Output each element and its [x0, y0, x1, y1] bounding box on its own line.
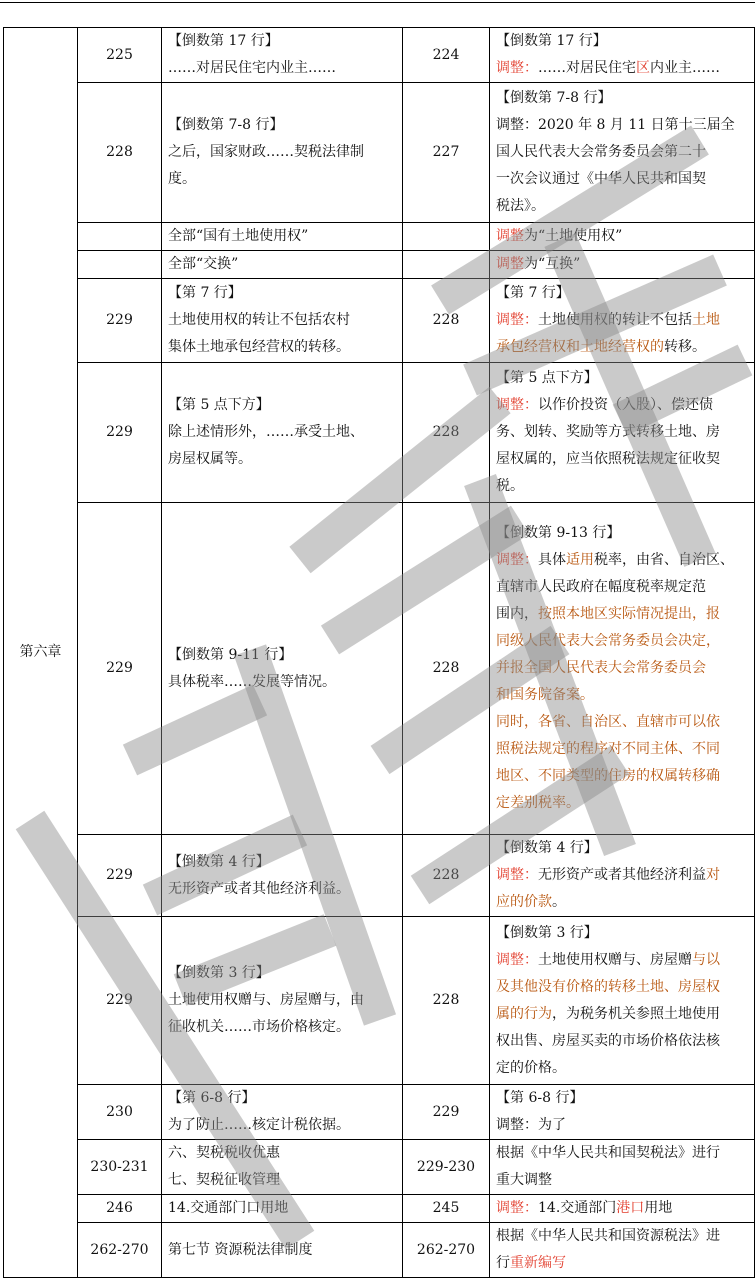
text-segment: 转移。	[664, 339, 706, 355]
new-page-cell: 228	[403, 363, 490, 503]
new-text-line	[496, 1167, 748, 1194]
new-text-cell	[490, 503, 755, 835]
old-text-line: 无形资产或者其他经济利益。	[168, 880, 350, 897]
old-page-cell: 229	[78, 917, 162, 1085]
old-page-cell: 229	[78, 503, 162, 835]
errata-body	[4, 28, 755, 1278]
highlighted-text: 对	[706, 867, 720, 883]
new-page-cell: 229	[403, 1085, 490, 1140]
text-segment: 。	[552, 894, 566, 910]
new-text-line	[496, 1195, 748, 1222]
text-segment: ，为税务机关参照土地使用	[552, 1005, 720, 1022]
text-segment: 根据《中华人民共和国契税法》进行	[496, 1145, 720, 1161]
highlighted-text: 调整：	[496, 1200, 538, 1216]
new-page-cell: 227	[403, 83, 490, 223]
old-page-cell: 229	[78, 835, 162, 917]
highlighted-text: 按照本地区实际情况提出，报	[538, 606, 720, 622]
new-text-line	[496, 419, 748, 446]
old-text-line: 【倒数第 9-11 行】	[168, 646, 293, 663]
text-segment: 土地使用权的转让不包括	[538, 312, 692, 328]
old-text-cell	[162, 28, 403, 83]
old-text-line: 14.交通部门口用地	[168, 1200, 289, 1216]
old-page-cell	[78, 223, 162, 251]
table-row	[4, 251, 755, 279]
text-segment: 税率，由省、自治区、	[594, 552, 734, 568]
new-page-cell	[403, 251, 490, 279]
old-text-line: 【第 6-8 行】	[168, 1090, 256, 1106]
highlighted-text: 承包经营权和土地经营权的	[496, 339, 664, 355]
new-text-line	[496, 1001, 748, 1028]
text-segment: 14.交通部门	[538, 1200, 617, 1216]
new-text-line	[496, 601, 748, 628]
new-text-cell	[490, 1223, 755, 1278]
text-segment: 土地使用权赠与、房屋赠	[538, 951, 692, 968]
new-text-line	[496, 392, 748, 419]
highlighted-text: 调整：	[496, 951, 538, 968]
old-text-line: 六、契税税收优惠	[168, 1145, 280, 1161]
new-text-line	[496, 28, 748, 55]
highlighted-text: 重新编写	[510, 1255, 566, 1271]
highlighted-text: 调整：	[496, 397, 538, 413]
new-text-line	[496, 280, 748, 307]
old-text-cell	[162, 1140, 403, 1195]
new-text-line	[496, 251, 748, 278]
highlighted-text: 照税法规定的程序对不同主体、不同	[496, 741, 720, 757]
new-text-line	[496, 55, 748, 82]
text-segment: 无形资产或者其他经济利益	[538, 867, 706, 883]
old-text-line: 【倒数第 4 行】	[168, 853, 270, 870]
highlighted-text: 定差别税率。	[496, 795, 580, 811]
highlighted-text: 应的价款	[496, 894, 552, 910]
new-text-line	[496, 166, 748, 193]
text-segment: 【倒数第 17 行】	[496, 33, 607, 49]
table-row	[4, 1223, 755, 1278]
text-segment: 根据《中华人民共和国资源税法》进	[496, 1228, 720, 1244]
old-text-line: 房屋权属等。	[168, 451, 252, 467]
text-segment: 国人民代表大会常务委员会第二十	[496, 144, 706, 160]
new-text-line	[496, 85, 748, 112]
new-text-line	[496, 112, 748, 139]
highlighted-text: 地区、不同类型的住房的权属转移确	[496, 768, 720, 784]
text-segment: 【倒数第 9-13 行】	[496, 525, 621, 541]
new-text-line	[496, 1055, 748, 1082]
highlighted-text: 调整：	[496, 60, 538, 76]
text-segment: 屋权属的，应当依照税法规定征收契	[496, 451, 720, 467]
text-segment: 为“土地使用权”	[524, 228, 623, 244]
text-segment: 【第 6-8 行】	[496, 1090, 584, 1106]
old-page-cell: 228	[78, 83, 162, 223]
text-segment: 【倒数第 7-8 行】	[496, 90, 612, 106]
text-segment: 为“互换”	[524, 256, 581, 272]
new-text-line	[496, 547, 748, 574]
text-segment: 【倒数第 3 行】	[496, 924, 598, 941]
new-text-line	[496, 920, 748, 947]
highlighted-text: 同时，各省、自治区、直辖市可以依	[496, 714, 720, 730]
new-text-cell	[490, 28, 755, 83]
text-segment: 具体	[538, 552, 566, 568]
new-text-cell	[490, 251, 755, 279]
old-text-line: 【倒数第 3 行】	[168, 965, 270, 981]
text-segment: 务、划转、奖励等方式转移土地、房	[496, 424, 720, 440]
text-segment: 税法》。	[496, 198, 545, 214]
new-text-line	[496, 520, 748, 547]
old-text-cell	[162, 917, 403, 1085]
new-text-cell	[490, 835, 755, 917]
old-text-line: 除上述情形外，……承受土地、	[168, 424, 364, 440]
table-row	[4, 1195, 755, 1223]
highlighted-text: 并报全国人民代表大会常务委员会	[496, 660, 706, 676]
new-text-line	[496, 655, 748, 682]
old-text-line: 之后，国家财政……契税法律制	[168, 144, 364, 160]
table-row	[4, 279, 755, 363]
old-text-line: 【第 5 点下方】	[168, 397, 270, 413]
text-segment: 直辖市人民政府在幅度税率规定范	[496, 579, 706, 595]
new-page-cell: 228	[403, 279, 490, 363]
text-segment: 内业主……	[650, 60, 720, 76]
text-segment: 以作价投资（入股）、偿还债	[538, 397, 713, 413]
new-text-line	[496, 223, 748, 250]
highlighted-text: 调整：	[496, 552, 538, 568]
new-text-line	[496, 473, 748, 500]
old-text-line: 【倒数第 7-8 行】	[168, 117, 284, 133]
new-text-cell	[490, 363, 755, 503]
old-text-line: 集体土地承包经营权的转移。	[168, 339, 350, 355]
old-page-cell	[78, 251, 162, 279]
new-text-line	[496, 1112, 748, 1139]
old-text-cell	[162, 503, 403, 835]
new-text-line	[496, 1028, 748, 1055]
new-page-cell: 228	[403, 503, 490, 835]
table-row	[4, 28, 755, 83]
old-text-cell	[162, 251, 403, 279]
highlighted-text: 调整：	[496, 312, 538, 328]
table-row	[4, 835, 755, 917]
text-segment: 围内，	[496, 606, 538, 622]
old-text-line: 第七节 资源税法律制度	[168, 1241, 313, 1258]
table-row	[4, 917, 755, 1085]
old-text-line: 全部“国有土地使用权”	[168, 228, 309, 244]
old-page-cell: 246	[78, 1195, 162, 1223]
new-text-cell	[490, 83, 755, 223]
new-text-line	[496, 835, 748, 862]
new-page-cell: 245	[403, 1195, 490, 1223]
new-text-cell	[490, 1140, 755, 1195]
old-text-cell	[162, 835, 403, 917]
highlighted-text: 港口	[616, 1200, 645, 1216]
table-row	[4, 363, 755, 503]
text-segment: ……对居民住宅	[538, 60, 636, 76]
highlighted-text: 调整	[496, 228, 524, 244]
highlighted-text: 土地	[692, 312, 720, 328]
new-text-line	[496, 446, 748, 473]
old-page-cell: 230-231	[78, 1140, 162, 1195]
new-text-line	[496, 334, 748, 361]
new-text-line	[496, 139, 748, 166]
old-text-line: 度。	[168, 171, 196, 187]
old-text-line: 【倒数第 17 行】	[168, 33, 279, 49]
new-text-line	[496, 790, 748, 817]
new-text-line	[496, 628, 748, 655]
new-text-cell	[490, 1195, 755, 1223]
new-text-line	[496, 1250, 748, 1277]
text-segment: 行	[496, 1255, 510, 1271]
new-text-line	[496, 682, 748, 709]
old-text-cell	[162, 83, 403, 223]
text-segment: 税。	[496, 478, 524, 494]
new-text-cell	[490, 917, 755, 1085]
text-segment: 一次会议通过《中华人民共和国契	[496, 171, 706, 187]
header-rule	[0, 2, 755, 3]
table-row	[4, 1085, 755, 1140]
old-text-line: 土地使用权的转让不包括农村	[168, 312, 350, 328]
old-text-line: 征收机关……市场价格核定。	[168, 1019, 350, 1035]
new-text-line	[496, 889, 748, 916]
old-text-line: 具体税率……发展等情况。	[168, 673, 336, 690]
old-text-cell	[162, 1195, 403, 1223]
old-text-line: ……对居民住宅内业主……	[168, 60, 336, 76]
highlighted-text: 与以	[692, 951, 720, 968]
text-segment: 【倒数第 4 行】	[496, 840, 598, 856]
new-page-cell	[403, 223, 490, 251]
new-text-line	[496, 763, 748, 790]
new-text-line	[496, 947, 748, 974]
new-text-line	[496, 709, 748, 736]
old-text-cell	[162, 1085, 403, 1140]
new-page-cell: 262-270	[403, 1223, 490, 1278]
old-page-cell: 230	[78, 1085, 162, 1140]
text-segment: 用地	[644, 1200, 673, 1216]
table-row	[4, 83, 755, 223]
old-page-cell: 229	[78, 363, 162, 503]
new-page-cell: 228	[403, 835, 490, 917]
text-segment: 重大调整	[496, 1172, 552, 1188]
text-segment: 【第 7 行】	[496, 285, 570, 301]
new-text-line	[496, 862, 748, 889]
old-page-cell: 225	[78, 28, 162, 83]
old-text-cell	[162, 363, 403, 503]
old-text-line: 为了防止……核定计税依据。	[168, 1117, 350, 1133]
new-page-cell: 229-230	[403, 1140, 490, 1195]
highlighted-text: 和国务院备案。	[496, 687, 594, 703]
new-text-cell	[490, 1085, 755, 1140]
text-segment: 调整：为了	[496, 1117, 566, 1133]
new-text-line	[496, 1085, 748, 1112]
highlighted-text: 属的行为	[496, 1005, 552, 1022]
text-segment: 【第 5 点下方】	[496, 370, 598, 386]
new-text-line	[496, 307, 748, 334]
old-text-cell	[162, 223, 403, 251]
text-segment: 调整：2020 年 8 月 11 日第十三届全	[496, 117, 735, 133]
highlighted-text: 区	[636, 60, 650, 76]
new-text-line	[496, 974, 748, 1001]
new-text-line	[496, 1223, 748, 1250]
table-row	[4, 1140, 755, 1195]
new-text-line	[496, 736, 748, 763]
old-page-cell: 229	[78, 279, 162, 363]
table-row	[4, 223, 755, 251]
old-text-cell	[162, 1223, 403, 1278]
new-text-line	[496, 1140, 748, 1167]
new-page-cell: 228	[403, 917, 490, 1085]
text-segment: 定的价格。	[496, 1059, 566, 1076]
highlighted-text: 调整	[496, 256, 524, 272]
table-row	[4, 503, 755, 835]
old-text-line: 七、契税征收管理	[168, 1172, 280, 1188]
new-text-line	[496, 574, 748, 601]
old-text-line: 土地使用权赠与、房屋赠与，由	[168, 992, 364, 1008]
highlighted-text: 及其他没有价格的转移土地、房屋权	[496, 978, 720, 995]
errata-table	[3, 27, 755, 1278]
old-text-line: 【第 7 行】	[168, 285, 242, 301]
highlighted-text: 同级人民代表大会常务委员会决定，	[496, 633, 720, 649]
old-text-line: 全部“交换”	[168, 256, 239, 272]
chapter-cell: 第六章	[4, 28, 78, 1278]
new-text-cell	[490, 279, 755, 363]
old-text-cell	[162, 279, 403, 363]
highlighted-text: 适用	[566, 552, 594, 568]
old-page-cell: 262-270	[78, 1223, 162, 1278]
new-page-cell: 224	[403, 28, 490, 83]
text-segment: 权出售、房屋买卖的市场价格依法核	[496, 1032, 720, 1049]
new-text-cell	[490, 223, 755, 251]
new-text-line	[496, 193, 748, 220]
highlighted-text: 调整：	[496, 867, 538, 883]
new-text-line	[496, 365, 748, 392]
